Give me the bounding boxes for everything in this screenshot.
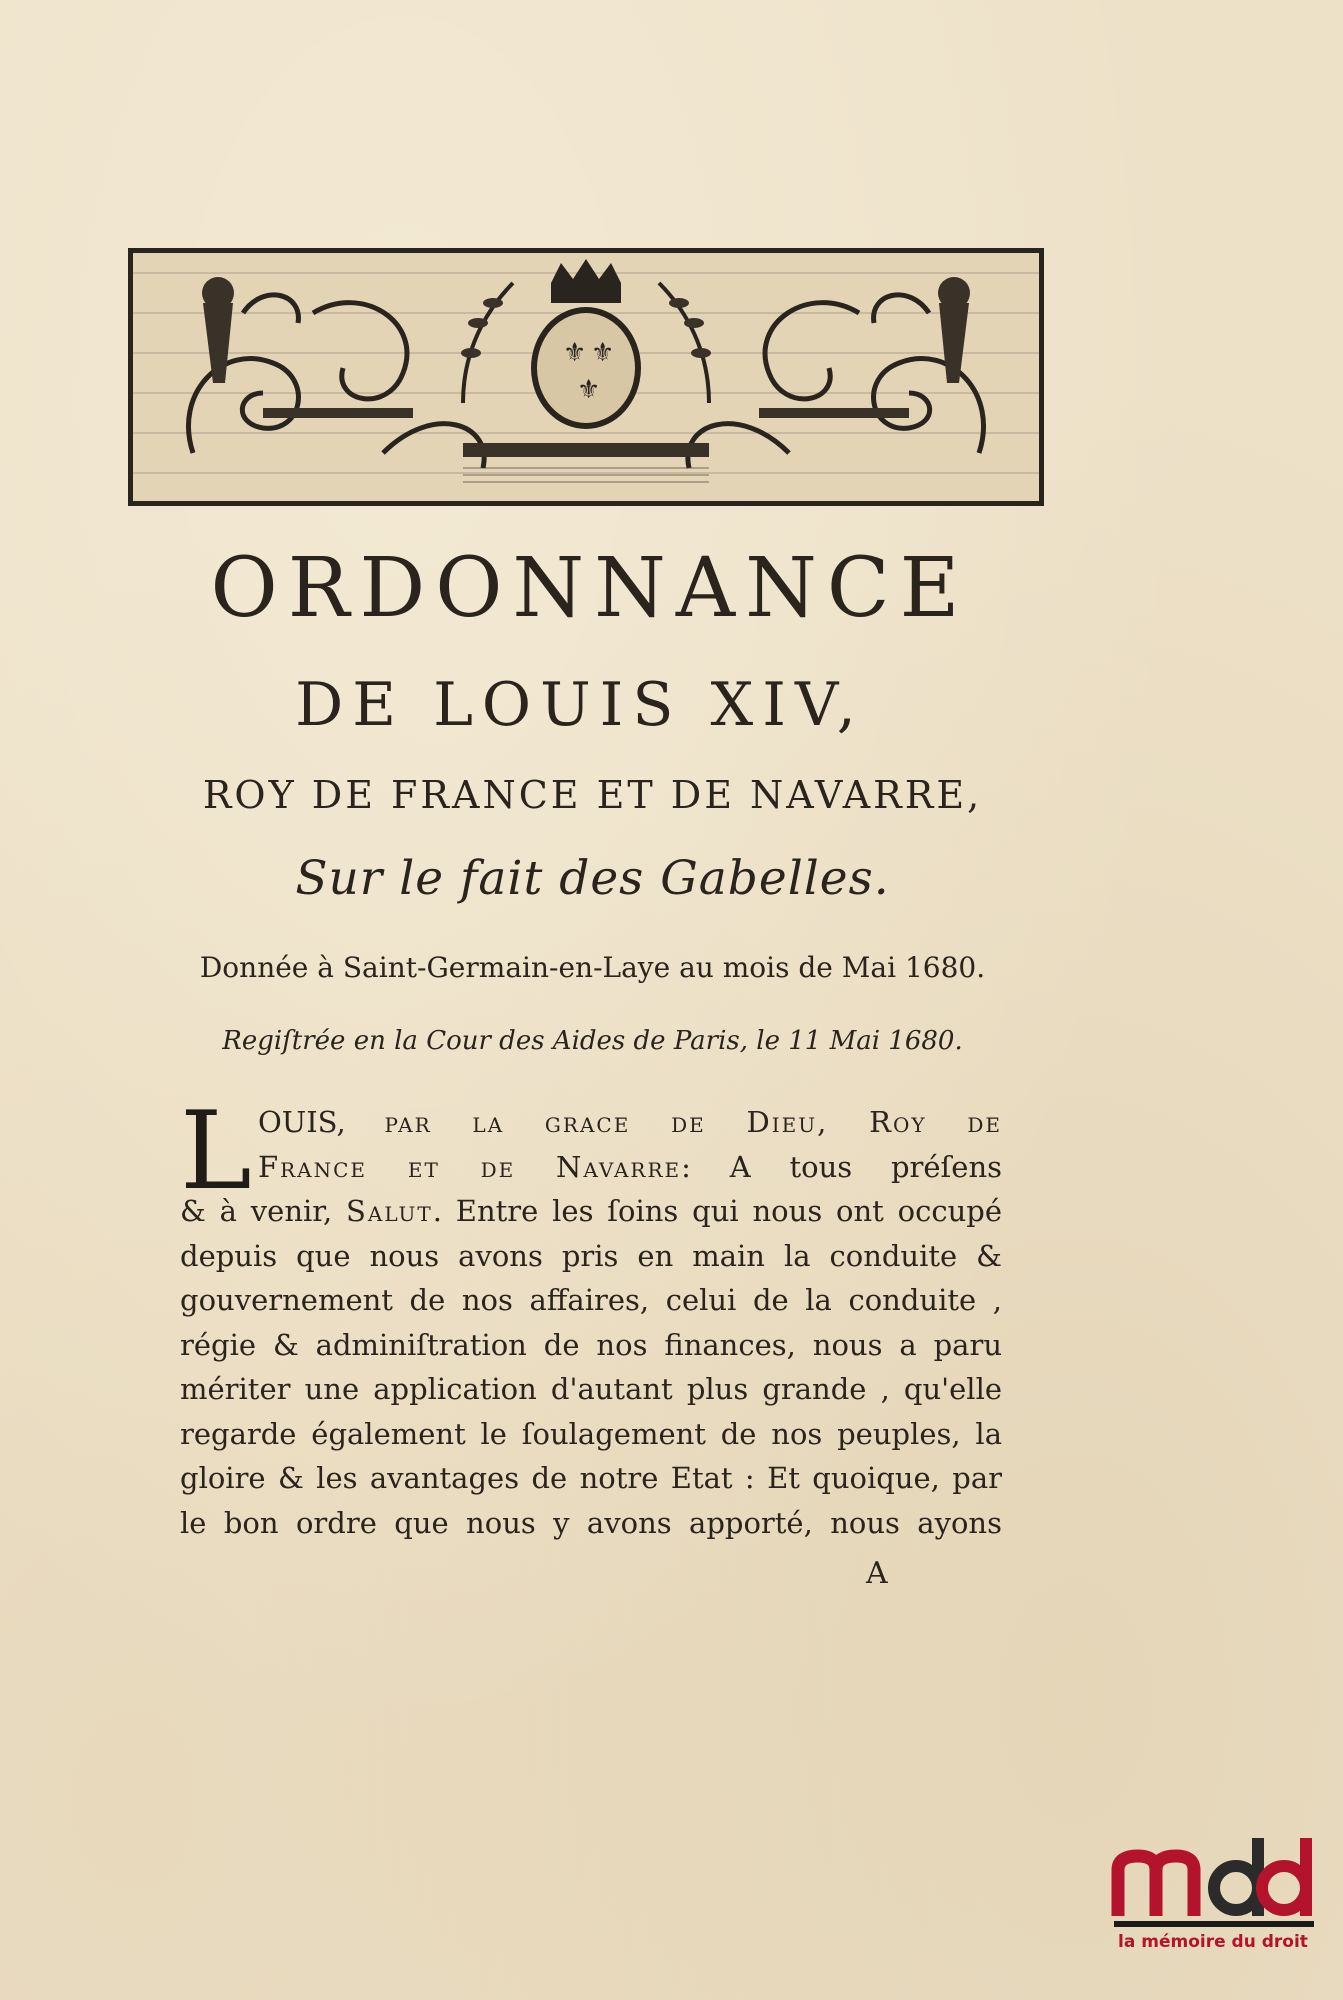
registration-line: Regiſtrée en la Cour des Aides de Paris, le 11 Mai 1680. (222, 1026, 963, 1056)
body-line (180, 1145, 1002, 1190)
given-date-line: Donnée à Saint-Germain-en-Laye au mois de Mai 1680. (199, 951, 986, 984)
body-line-text: le bon ordre que nous y avons apporté, nous ayons (180, 1505, 1002, 1540)
king-title: ROY DE FRANCE ET DE NAVARRE, (202, 773, 983, 817)
headpiece-ornament-icon (133, 253, 1039, 501)
body-line (180, 1456, 1002, 1501)
document-subject: Sur le fait des Gabelles. (295, 851, 890, 906)
body-line-text: : A tous préſens (681, 1149, 1002, 1184)
body-line-text: gouvernement de nos affaires, celui de la conduite , (180, 1283, 1002, 1317)
ornamental-headpiece (128, 248, 1044, 506)
body-line (180, 1323, 1002, 1368)
drop-cap: L (180, 1089, 252, 1214)
body-paragraph (180, 1089, 1003, 1545)
signature-mark: A (866, 1556, 888, 1591)
body-line (180, 1234, 1002, 1279)
body-line-smallcaps: France et de Navarre (258, 1149, 682, 1184)
body-line (180, 1367, 1002, 1412)
mdd-logo-icon (1108, 1828, 1318, 1918)
mdd-logo (1108, 1828, 1318, 1968)
body-line-text: régie & adminiſtration de nos finances, nous a paru (180, 1327, 1002, 1362)
body-line (180, 1412, 1002, 1457)
body-line-text: OUIS, (258, 1105, 385, 1139)
body-line-text: mériter une application d'autant plus grande , qu'elle (180, 1372, 1002, 1406)
body-line (180, 1189, 1002, 1234)
body-line-smallcaps: par la grace de Dieu, Roy de (384, 1105, 1002, 1139)
body-line-text: depuis que nous avons pris en main la conduite & (180, 1238, 1002, 1273)
body-line-smallcaps: Salut (346, 1194, 433, 1228)
svg-text:⚜: ⚜ (563, 338, 587, 368)
svg-text:⚜: ⚜ (591, 338, 615, 368)
document-title: ORDONNANCE (210, 541, 970, 636)
logo-underline (1114, 1921, 1314, 1927)
svg-text:⚜: ⚜ (577, 375, 601, 405)
body-line (180, 1501, 1002, 1546)
body-line-text: . Entre les ſoins qui nous ont occupé (432, 1194, 1003, 1228)
body-line (180, 1278, 1002, 1323)
body-line (180, 1100, 1002, 1145)
logo-caption: la mémoire du droit (1118, 1932, 1308, 1952)
body-line-text: & à venir, (180, 1194, 347, 1228)
body-line-text: regarde également le ſoulagement de nos peuples, la (180, 1416, 1002, 1451)
document-subtitle: DE LOUIS XIV, (295, 670, 865, 740)
body-line-text: gloire & les avantages de notre Etat : Et quoique, par (180, 1461, 1002, 1495)
